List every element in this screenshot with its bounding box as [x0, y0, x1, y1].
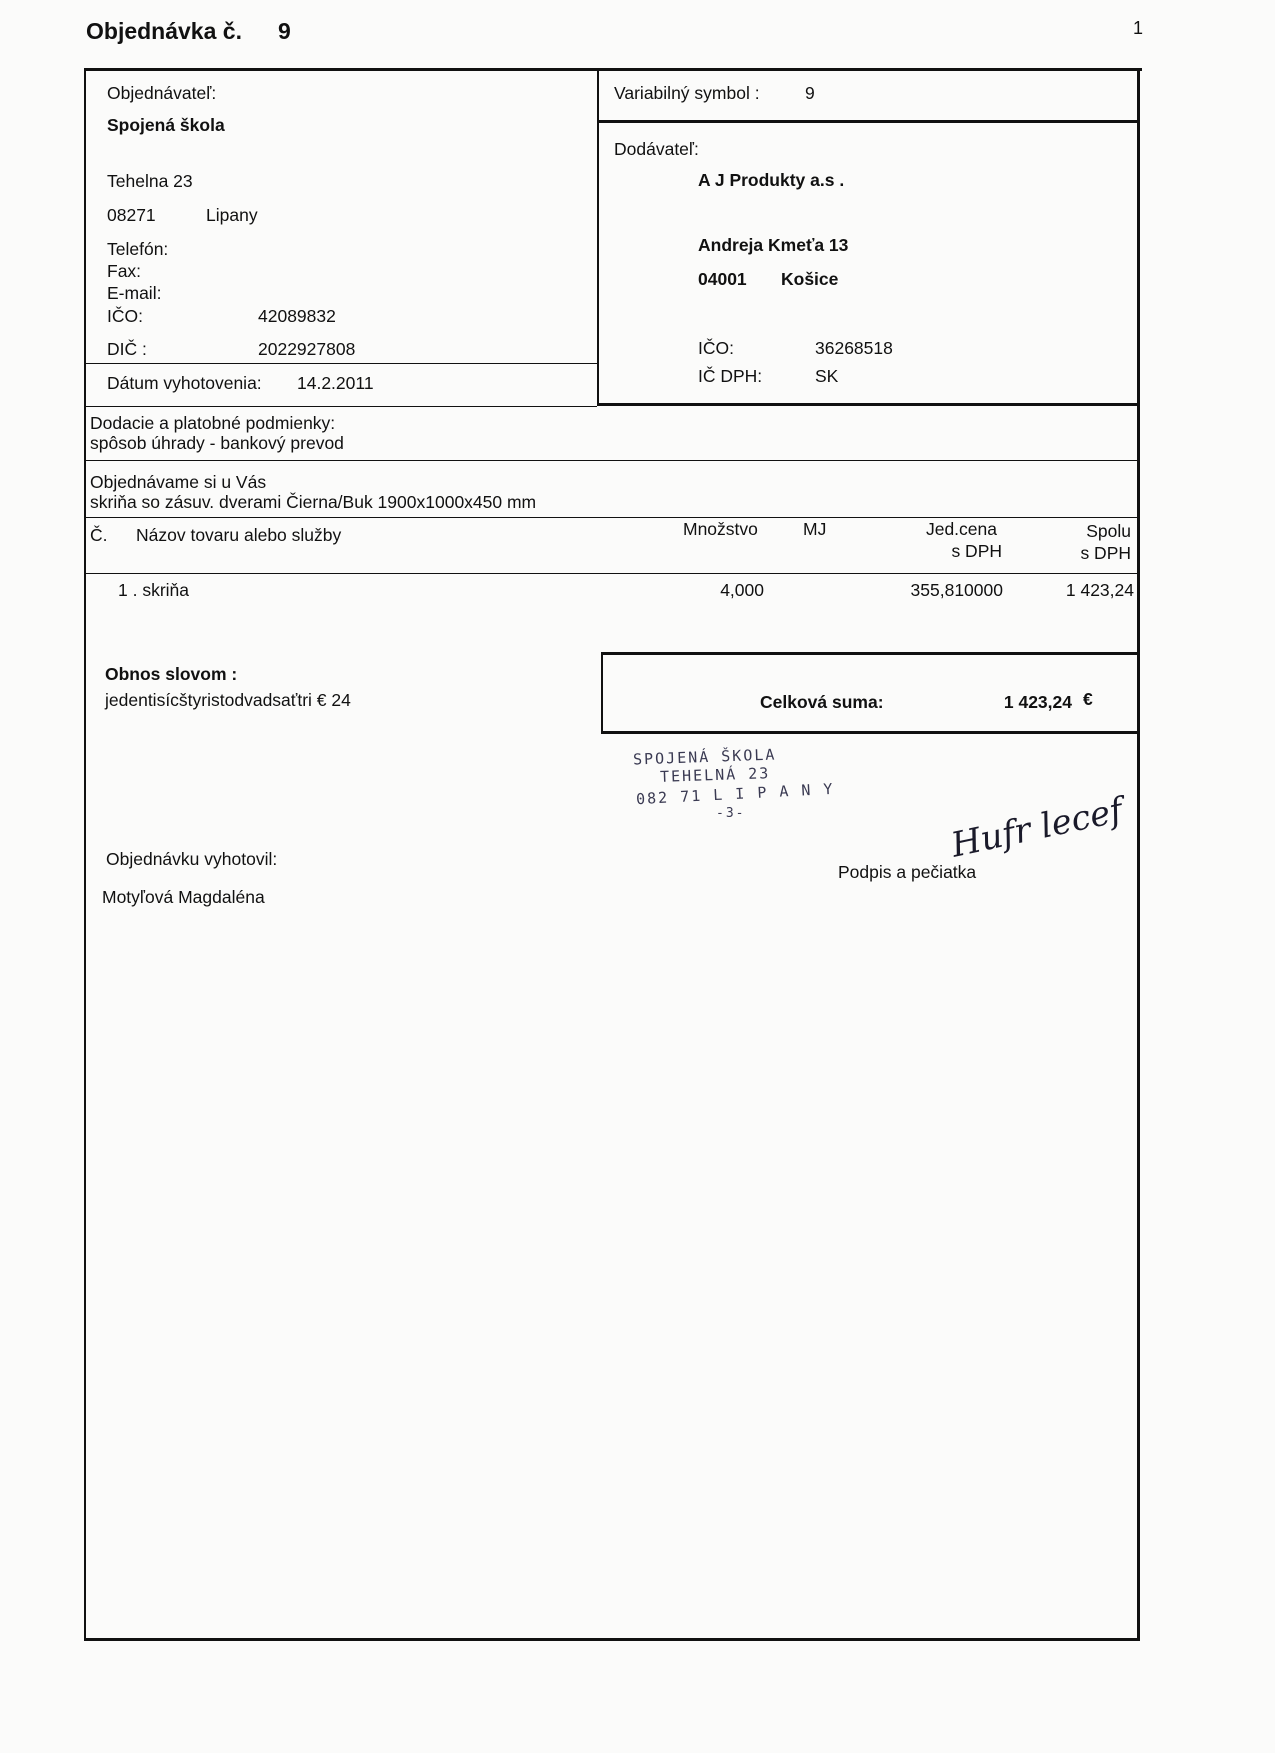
sign-label: Podpis a pečiatka	[838, 862, 977, 882]
col-qty: Množstvo	[683, 519, 758, 539]
words-value: jedentisícštyristodvadsaťtri € 24	[105, 690, 351, 710]
total-currency: €	[1083, 689, 1093, 709]
terms-value: spôsob úhrady - bankový prevod	[90, 433, 344, 453]
supplier-ico-label: IČO:	[698, 338, 734, 358]
document-title: Objednávka č.	[86, 18, 242, 44]
supplier-city: Košice	[781, 269, 839, 289]
col-total-1: Spolu	[1086, 521, 1131, 541]
supplier-bottom	[597, 403, 1140, 406]
frame-top	[84, 68, 1142, 71]
row-qty: 4,000	[720, 580, 764, 600]
order-number: 9	[278, 18, 291, 44]
page-number: 1	[1133, 18, 1144, 38]
orderer-divider	[84, 363, 597, 364]
stamp-line3: 082 71 L I P A N Y	[635, 779, 835, 809]
supplier-ico: 36268518	[815, 338, 893, 358]
orderer-email-label: E-mail:	[107, 283, 162, 303]
order-text-line1: Objednávame si u Vás	[90, 472, 267, 492]
terms-label: Dodacie a platobné podmienky:	[90, 413, 336, 433]
orderer-street: Tehelna 23	[107, 171, 193, 191]
orderer-name: Spojená škola	[107, 115, 225, 135]
stamp-line4: -3-	[716, 806, 746, 821]
supplier-street: Andreja Kmeťa 13	[698, 235, 849, 255]
supplier-icdph: SK	[815, 366, 839, 386]
supplier-label: Dodávateľ:	[614, 139, 699, 159]
variable-symbol-label: Variabilný symbol :	[614, 83, 760, 103]
orderer-fax-label: Fax:	[107, 261, 142, 281]
table-header-bottom	[84, 573, 1138, 574]
col-unit: MJ	[803, 519, 827, 539]
row-total: 1 423,24	[1065, 580, 1134, 600]
prepared-by-name: Motyľová Magdaléna	[102, 887, 265, 907]
col-total-2: s DPH	[1080, 543, 1131, 563]
orderer-ico: 42089832	[258, 306, 336, 326]
issue-date: 14.2.2011	[297, 373, 374, 393]
supplier-zip: 04001	[698, 269, 747, 289]
column-divider	[597, 68, 599, 406]
col-price-2: s DPH	[951, 541, 1002, 561]
terms-bottom	[84, 460, 1138, 461]
order-text-line2: skriňa so zásuv. dverami Čierna/Buk 1900x1000x450 mm	[90, 492, 537, 512]
col-price-1: Jed.cena	[925, 519, 997, 539]
orderer-bottom	[84, 406, 597, 407]
supplier-icdph-label: IČ DPH:	[698, 366, 763, 386]
vs-divider	[597, 120, 1140, 123]
order-text-bottom	[84, 517, 1138, 518]
handwritten-signature: Hufr lecef	[947, 790, 1127, 866]
orderer-city: Lipany	[206, 205, 258, 225]
orderer-ico-label: IČO:	[107, 306, 143, 326]
frame-bottom	[84, 1638, 1140, 1641]
words-label: Obnos slovom :	[105, 664, 238, 684]
variable-symbol-value: 9	[805, 83, 815, 103]
orderer-zip: 08271	[107, 205, 156, 225]
row-price: 355,810000	[910, 580, 1003, 600]
orderer-phone-label: Telefón:	[107, 239, 169, 259]
orderer-dic: 2022927808	[258, 339, 356, 359]
col-name: Názov tovaru alebo služby	[136, 525, 342, 545]
total-value: 1 423,24	[1003, 692, 1072, 712]
total-label: Celková suma:	[760, 692, 884, 712]
frame-right	[1137, 68, 1140, 1641]
stamp-line1: SPOJENÁ ŠKOLA	[632, 745, 777, 769]
prepared-by-label: Objednávku vyhotovil:	[106, 849, 278, 869]
row-name: 1 . skriňa	[118, 580, 189, 600]
orderer-dic-label: DIČ :	[107, 339, 147, 359]
frame-left	[84, 68, 86, 1640]
orderer-label: Objednávateľ:	[107, 83, 217, 103]
supplier-name: A J Produkty a.s .	[698, 170, 845, 190]
stamp-line2: TEHELNÁ 23	[659, 764, 771, 786]
issue-date-label: Dátum vyhotovenia:	[107, 373, 262, 393]
col-no: Č.	[90, 525, 108, 545]
